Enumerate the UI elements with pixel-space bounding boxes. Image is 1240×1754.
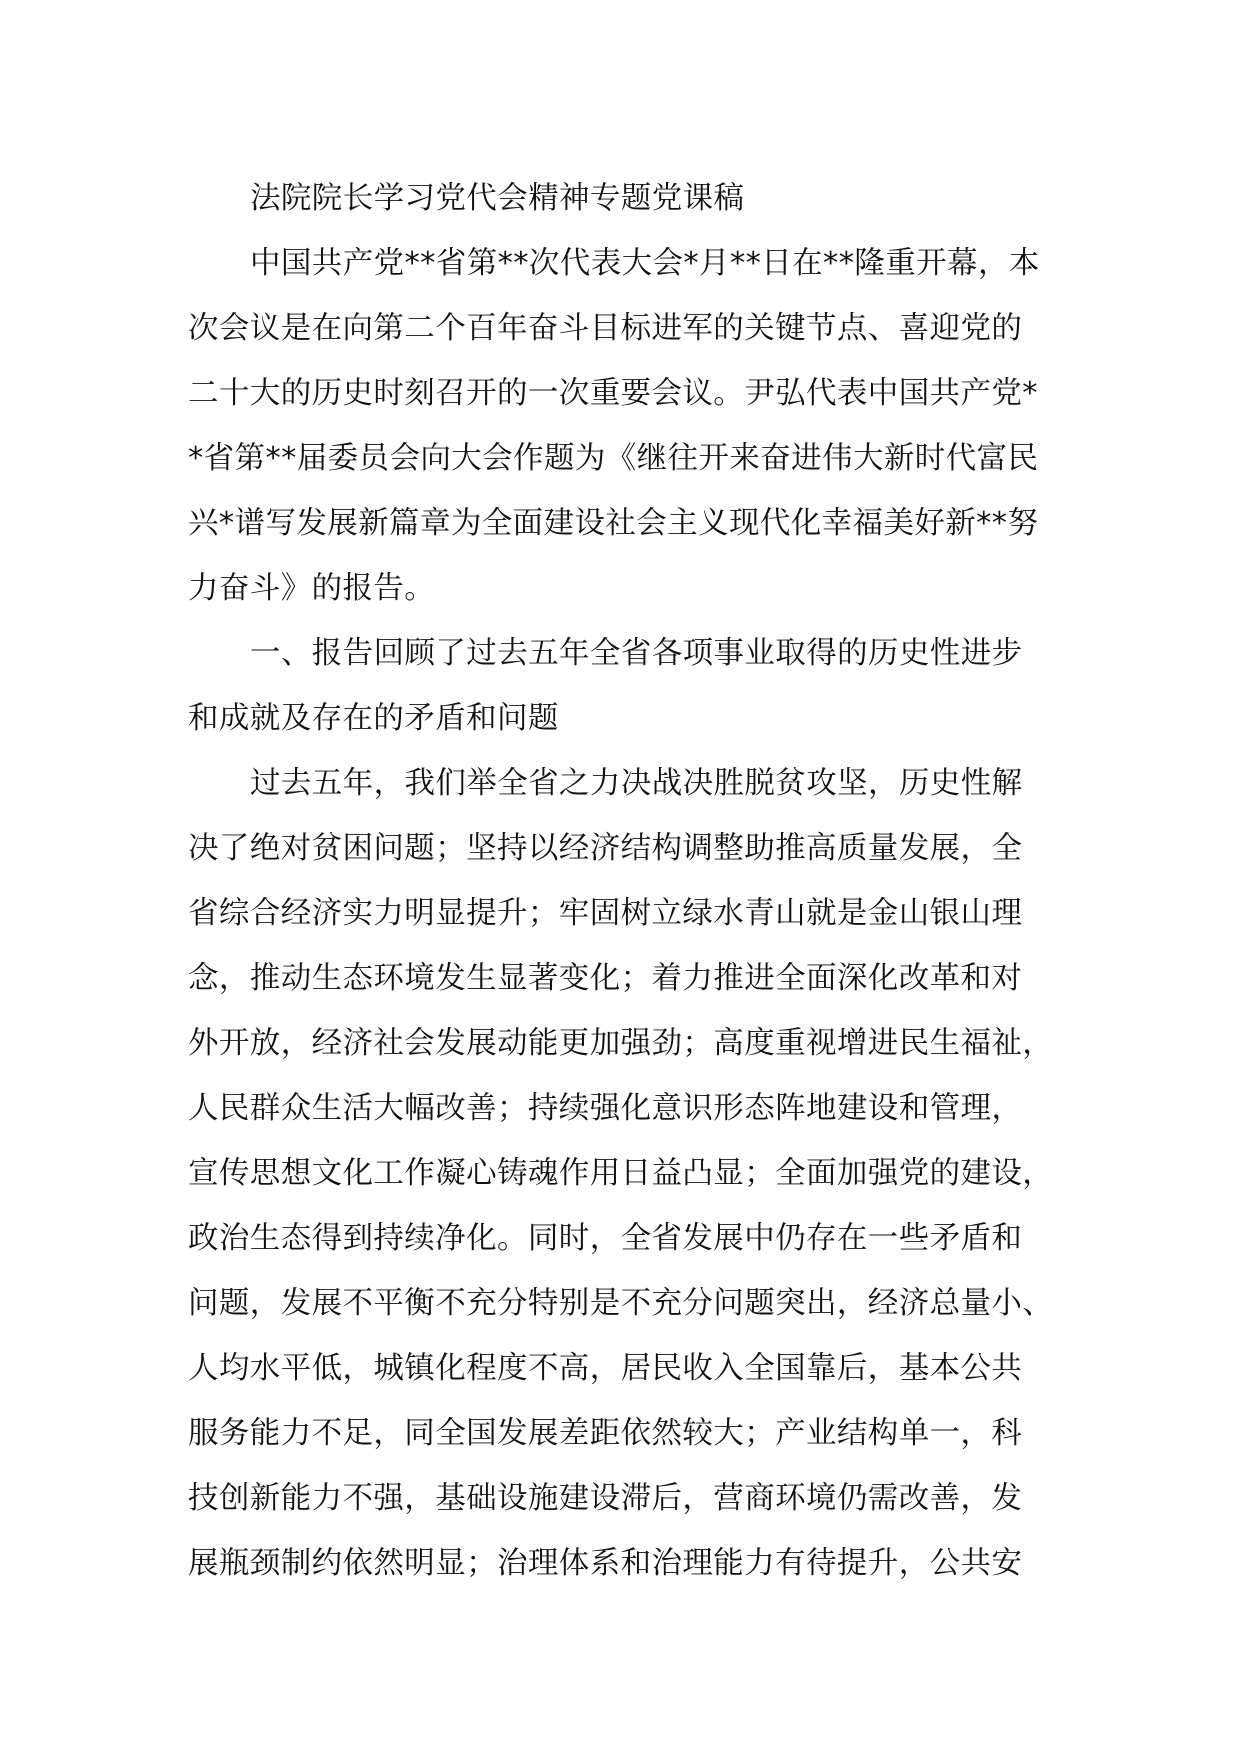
paragraph-line: 宣传思想文化工作凝心铸魂作用日益凸显；全面加强党的建设， — [188, 1156, 1054, 1191]
heading-line: 一、报告回顾了过去五年全省各项事业取得的历史性进步 — [250, 636, 1023, 671]
paragraph-line: 外开放，经济社会发展动能更加强劲；高度重视增进民生福祉， — [188, 1026, 1054, 1061]
document-body — [188, 166, 1088, 1596]
paragraph-line: 服务能力不足，同全国发展差距依然较大；产业结构单一，科 — [188, 1416, 1023, 1451]
paragraph-line: 过去五年，我们举全省之力决战决胜脱贫攻坚，历史性解 — [250, 766, 1023, 801]
paragraph-line: 二十大的历史时刻召开的一次重要会议。尹弘代表中国共产党* — [188, 376, 1038, 411]
paragraph-line: 人均水平低，城镇化程度不高，居民收入全国靠后，基本公共 — [188, 1351, 1023, 1386]
paragraph-review — [188, 751, 1088, 1596]
paragraph-line: 力奋斗》的报告。 — [188, 571, 436, 606]
paragraph-line: 人民群众生活大幅改善；持续强化意识形态阵地建设和管理， — [188, 1091, 1023, 1126]
paragraph-intro — [188, 231, 1088, 621]
paragraph-line: 次会议是在向第二个百年奋斗目标进军的关键节点、喜迎党的 — [188, 311, 1023, 346]
document-title: 法院院长学习党代会精神专题党课稿 — [250, 181, 745, 216]
paragraph-line: 念，推动生态环境发生显著变化；着力推进全面深化改革和对 — [188, 961, 1023, 996]
paragraph-line: 展瓶颈制约依然明显；治理体系和治理能力有待提升，公共安 — [188, 1546, 1023, 1581]
paragraph-line: *省第**届委员会向大会作题为《继往开来奋进伟大新时代富民 — [188, 441, 1039, 476]
paragraph-line: 政治生态得到持续净化。同时，全省发展中仍存在一些矛盾和 — [188, 1221, 1023, 1256]
paragraph-line: 技创新能力不强，基础设施建设滞后，营商环境仍需改善，发 — [188, 1481, 1023, 1516]
paragraph-line: 问题，发展不平衡不充分特别是不充分问题突出，经济总量小、 — [188, 1286, 1054, 1321]
paragraph-line: 决了绝对贫困问题；坚持以经济结构调整助推高质量发展，全 — [188, 831, 1023, 866]
section-heading-1 — [188, 621, 1088, 751]
paragraph-line: 省综合经济实力明显提升；牢固树立绿水青山就是金山银山理 — [188, 896, 1023, 931]
paragraph-line: 中国共产党**省第**次代表大会*月**日在**隆重开幕，本 — [250, 246, 1040, 281]
paragraph-line: 兴*谱写发展新篇章为全面建设社会主义现代化幸福美好新**努 — [188, 506, 1039, 541]
heading-line: 和成就及存在的矛盾和问题 — [188, 701, 559, 736]
